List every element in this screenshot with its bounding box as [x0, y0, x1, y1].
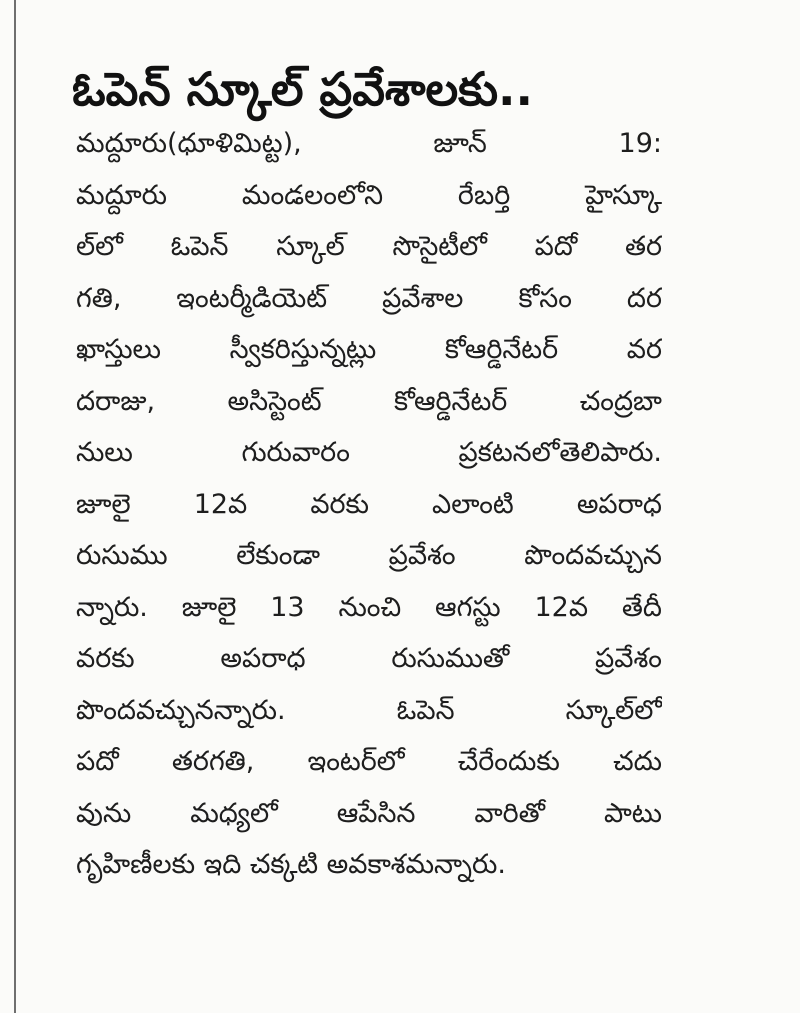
article-headline: ఓపెన్‌ స్కూల్‌ ప్రవేశాలకు..	[72, 61, 533, 116]
article-line: జూలై 12వ వరకు ఎలాంటి అపరాధ	[76, 488, 662, 520]
column-divider	[14, 0, 16, 1013]
article-line: మద్దూరు మండలంలోని రేబర్తి హైస్కూ	[76, 179, 662, 211]
article-body	[76, 118, 662, 891]
article-line: వరకు అపరాధ రుసుముతో ప్రవేశం	[76, 643, 662, 674]
article-line: మద్దూరు(ధూళిమిట్ట), జూన్ 19:	[76, 128, 662, 159]
cut-off-next-headline	[72, 980, 672, 1013]
article-line: ఖాస్తులు స్వీకరిస్తున్నట్లు కోఆర్డినేటర్ వర	[76, 334, 662, 365]
article-line: వును మధ్యలో ఆపేసిన వారితో పాటు	[76, 797, 662, 829]
article-line: పొందవచ్చునన్నారు. ఓపెన్ స్కూల్‌లో	[76, 694, 662, 726]
article-line: గతి, ఇంటర్మీడియెట్ ప్రవేశాల కోసం దర	[76, 282, 662, 314]
article-line: గృహిణీలకు ఇది చక్కటి అవకాశమన్నారు.	[76, 849, 506, 880]
cut-off-previous-text	[70, 0, 670, 8]
article-line: నులు గురువారం ప్రకటనలోతెలిపారు.	[76, 437, 662, 468]
article-line: న్నారు. జూలై 13 నుంచి ఆగస్టు 12వ తేదీ	[76, 591, 662, 623]
article-line: రుసుము లేకుండా ప్రవేశం పొందవచ్చున	[76, 540, 662, 571]
article-line: ల్‌లో ఓపెన్ స్కూల్ సొసైటీలో పదో తర	[76, 231, 662, 262]
article-line: పదో తరగతి, ఇంటర్‌లో చేరేందుకు చదు	[76, 746, 662, 777]
article-line: దరాజు, అసిస్టెంట్ కోఆర్డినేటర్ చంద్రబా	[76, 385, 662, 417]
